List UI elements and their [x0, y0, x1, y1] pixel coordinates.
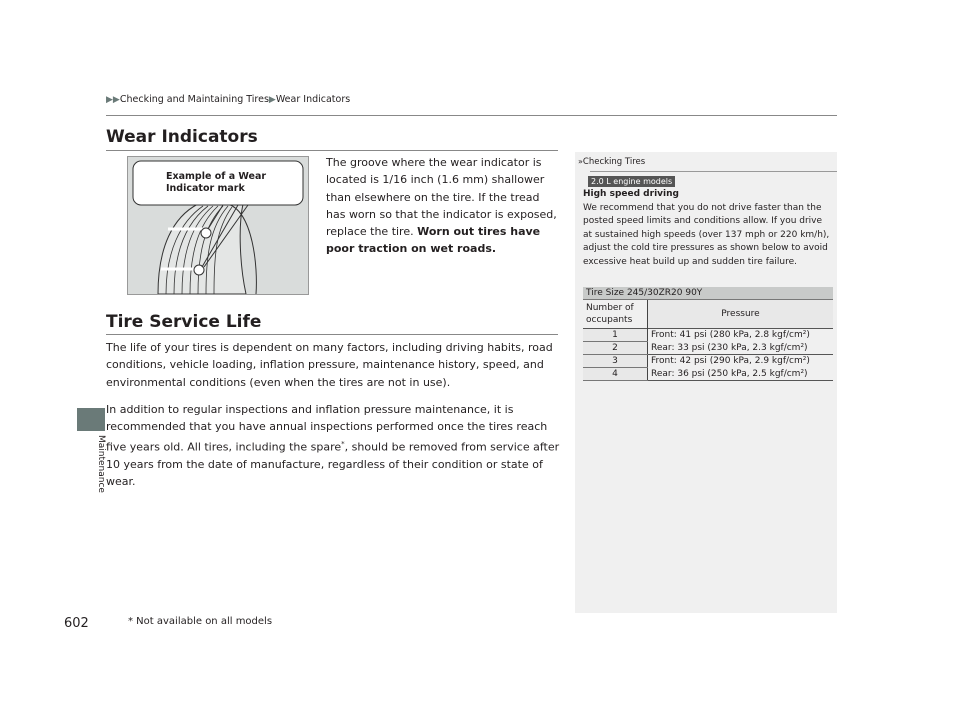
- figure-caption: Example of a Wear Indicator mark: [166, 171, 267, 194]
- text: , should be removed from service after 10 years from the date of manufacture, regardless of their condition or state of wear.: [106, 440, 560, 488]
- paragraph: [106, 401, 561, 490]
- divider: [106, 334, 558, 335]
- wear-indicator-figure: [127, 156, 309, 295]
- column-header: Number of occupants: [583, 300, 648, 329]
- engine-badge: 2.0 L engine models: [588, 176, 675, 187]
- page-number: 602: [64, 616, 89, 631]
- occupants-cell: 2: [583, 342, 648, 355]
- breadcrumb-item[interactable]: Wear Indicators: [275, 94, 351, 105]
- occupants-cell: 1: [583, 329, 648, 342]
- footnote-marker: *: [341, 439, 345, 448]
- double-arrow-icon: »: [578, 157, 583, 166]
- table-row: [583, 368, 833, 381]
- column-header: Pressure: [648, 300, 834, 329]
- pressure-cell: Front: 41 psi (280 kPa, 2.8 kgf/cm²): [651, 330, 810, 341]
- pressure-cell: Front: 42 psi (290 kPa, 2.9 kgf/cm²): [651, 356, 810, 367]
- table-row: [583, 342, 833, 355]
- occupants-cell: 4: [583, 368, 648, 381]
- wear-indicator-text: [326, 154, 558, 258]
- paragraph: The life of your tires is dependent on many factors, including driving habits, road conditions, vehicle loading, inflation pressure, maintenance history, speed, and environmental conditions (even when the tires are not in use).: [106, 341, 553, 389]
- subheading: High speed driving: [583, 189, 679, 199]
- pressure-cell: Rear: 36 psi (250 kPa, 2.5 kgf/cm²): [651, 368, 808, 379]
- divider: [106, 150, 558, 151]
- section-title: Tire Service Life: [106, 312, 262, 332]
- breadcrumb-item[interactable]: Checking and Maintaining Tires: [119, 94, 269, 105]
- occupants-cell: 3: [583, 355, 648, 368]
- arrow-icon: ▶: [268, 95, 276, 105]
- text: In addition to regular inspections and inflation pressure maintenance, it is recommended that you have annual inspections performed once the tires reach five years old. All tires, including the spare: [106, 403, 548, 454]
- chapter-tab-label[interactable]: Maintenance: [96, 435, 106, 493]
- paragraph: We recommend that you do not drive faster than the posted speed limits and conditions allow. If you drive at sustained high speeds (over 137 mph or 220 km/h), adjust the cold tire pressures as shown below to avoid excessive heat build up and sudden tire failure.: [583, 202, 830, 267]
- sidebar-heading-text[interactable]: Checking Tires: [582, 157, 646, 167]
- footnote: * Not available on all models: [128, 616, 273, 627]
- sidebar-text: [583, 188, 833, 270]
- table-caption: Tire Size 245/30ZR20 90Y: [583, 287, 833, 300]
- table-row: [583, 355, 833, 368]
- page-title: Wear Indicators: [106, 127, 258, 147]
- divider: [590, 171, 837, 172]
- warning-text: Worn out tires have poor traction on wet roads.: [326, 225, 541, 256]
- chapter-tab-marker: [77, 408, 105, 431]
- table-row: [583, 329, 833, 342]
- paragraph: The groove where the wear indicator is located is 1/16 inch (1.6 mm) shallower than elsewhere on the tire. If the tread has worn so that the indicator is exposed, replace the tire.: [326, 156, 557, 239]
- pressure-table: [583, 287, 833, 381]
- pressure-cell: Rear: 33 psi (230 kPa, 2.3 kgf/cm²): [651, 342, 808, 353]
- breadcrumb: [106, 94, 350, 105]
- sidebar-heading: [578, 157, 645, 167]
- arrow-icon: ▶▶: [106, 95, 120, 105]
- divider: [106, 115, 837, 116]
